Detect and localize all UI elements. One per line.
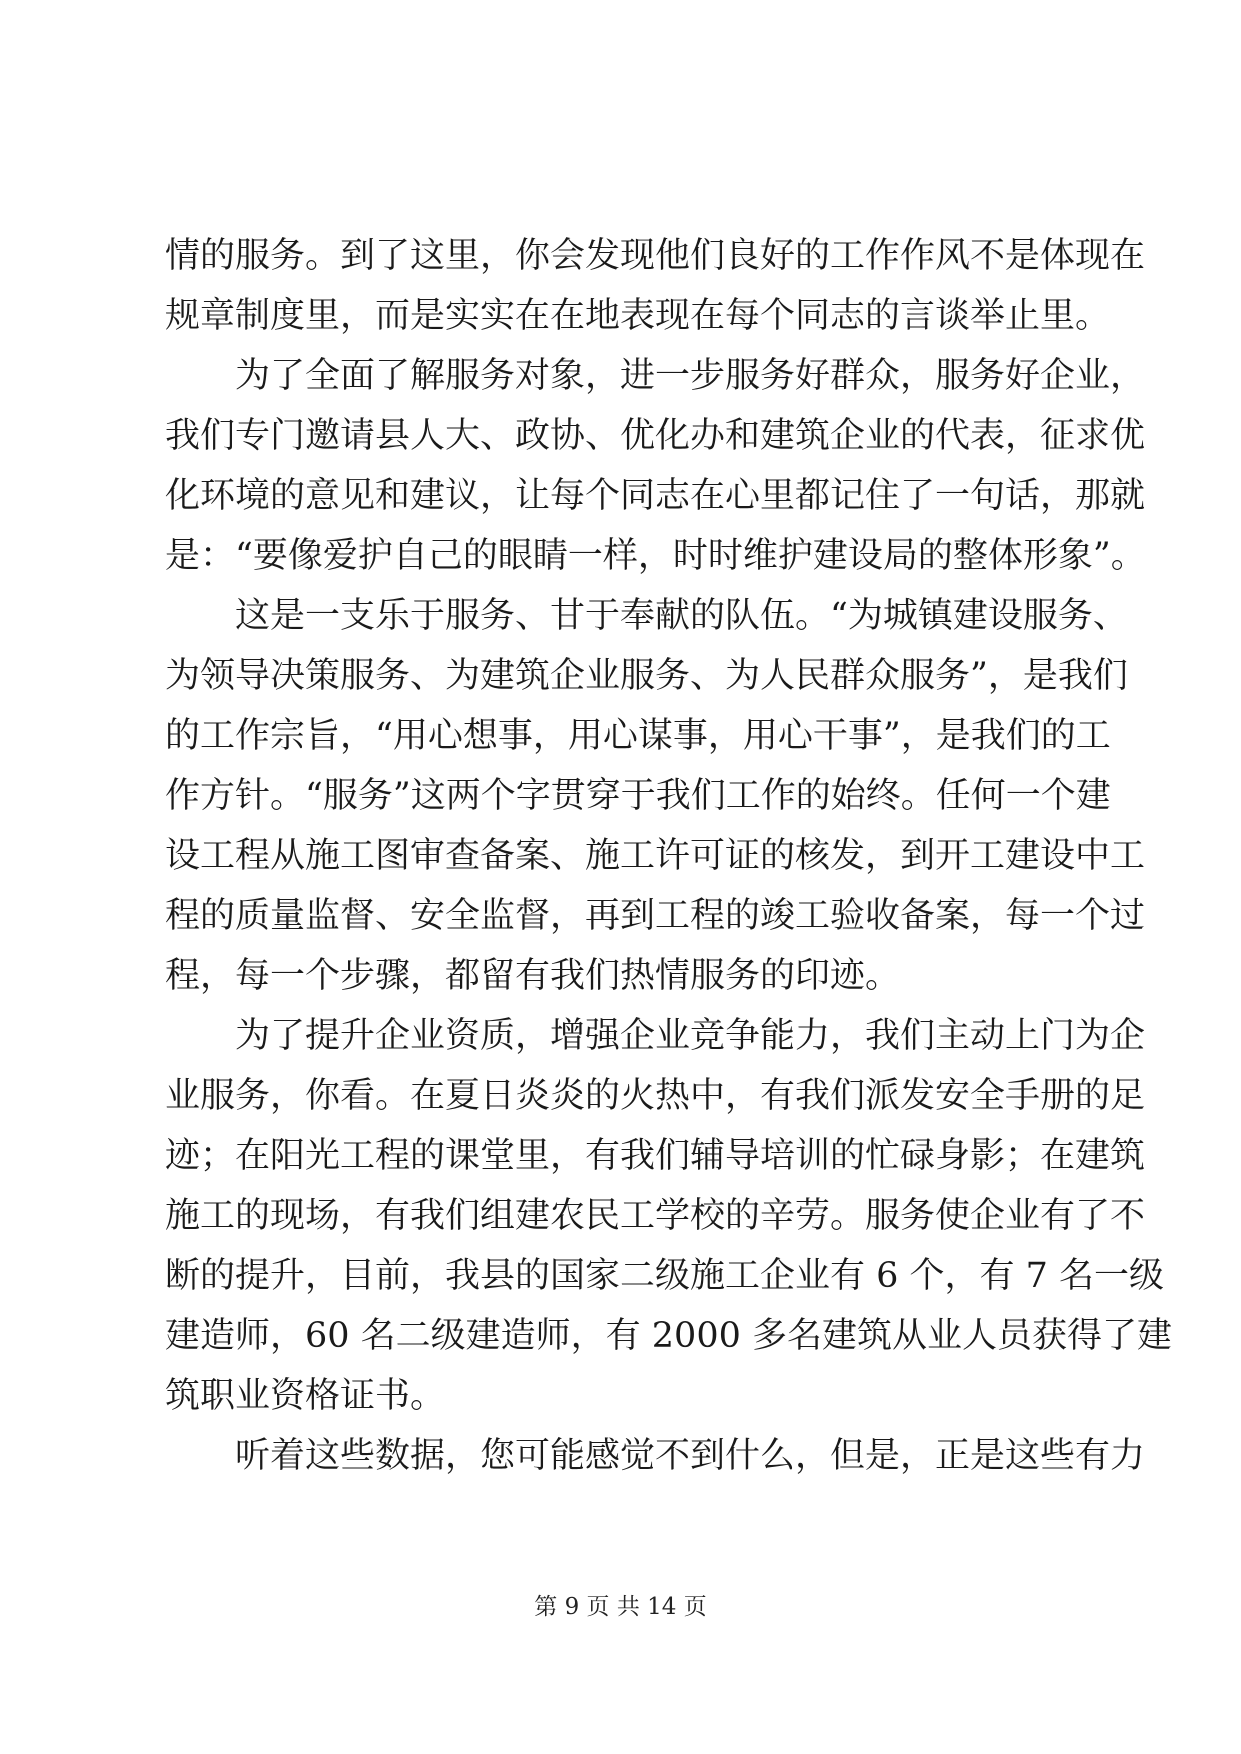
- body-line: 作方针。“服务”这两个字贯穿于我们工作的始终。任何一个建: [165, 776, 1111, 816]
- document-body: [165, 226, 1172, 1486]
- body-line: 断的提升，目前，我县的国家二级施工企业有 6 个，有 7 名一级: [165, 1256, 1165, 1296]
- body-line: 听着这些数据，您可能感觉不到什么，但是，正是这些有力: [235, 1436, 1146, 1476]
- body-line: 程的质量监督、安全监督，再到工程的竣工验收备案，每一个过: [165, 896, 1146, 936]
- body-line: 情的服务。到了这里，你会发现他们良好的工作作风不是体现在: [165, 236, 1146, 276]
- body-line: 这是一支乐于服务、甘于奉献的队伍。“为城镇建设服务、: [235, 596, 1128, 636]
- body-line: 我们专门邀请县人大、政协、优化办和建筑企业的代表，征求优: [165, 416, 1146, 456]
- body-line: 迹；在阳光工程的课堂里，有我们辅导培训的忙碌身影；在建筑: [165, 1136, 1146, 1176]
- body-line: 规章制度里，而是实实在在地表现在每个同志的言谈举止里。: [165, 296, 1111, 336]
- body-line: 为领导决策服务、为建筑企业服务、为人民群众服务”，是我们: [165, 656, 1128, 696]
- body-line: 为了全面了解服务对象，进一步服务好群众，服务好企业，: [235, 356, 1146, 396]
- body-line: 程，每一个步骤，都留有我们热情服务的印迹。: [165, 956, 901, 996]
- body-line: 化环境的意见和建议，让每个同志在心里都记住了一句话，那就: [165, 476, 1146, 516]
- body-line: 施工的现场，有我们组建农民工学校的辛劳。服务使企业有了不: [165, 1196, 1146, 1236]
- body-line: 是：“要像爱护自己的眼睛一样，时时维护建设局的整体形象”。: [165, 536, 1146, 576]
- body-line: 建造师，60 名二级建造师，有 2000 多名建筑从业人员获得了建: [165, 1316, 1172, 1356]
- body-line: 设工程从施工图审查备案、施工许可证的核发，到开工建设中工: [165, 836, 1146, 876]
- body-line: 筑职业资格证书。: [165, 1376, 446, 1416]
- page-number-footer: 第 9 页 共 14 页: [534, 1594, 707, 1620]
- body-line: 的工作宗旨，“用心想事，用心谋事，用心干事”，是我们的工: [165, 716, 1111, 756]
- body-line: 业服务，你看。在夏日炎炎的火热中，有我们派发安全手册的足: [165, 1076, 1146, 1116]
- body-line: 为了提升企业资质，增强企业竞争能力，我们主动上门为企: [235, 1016, 1146, 1056]
